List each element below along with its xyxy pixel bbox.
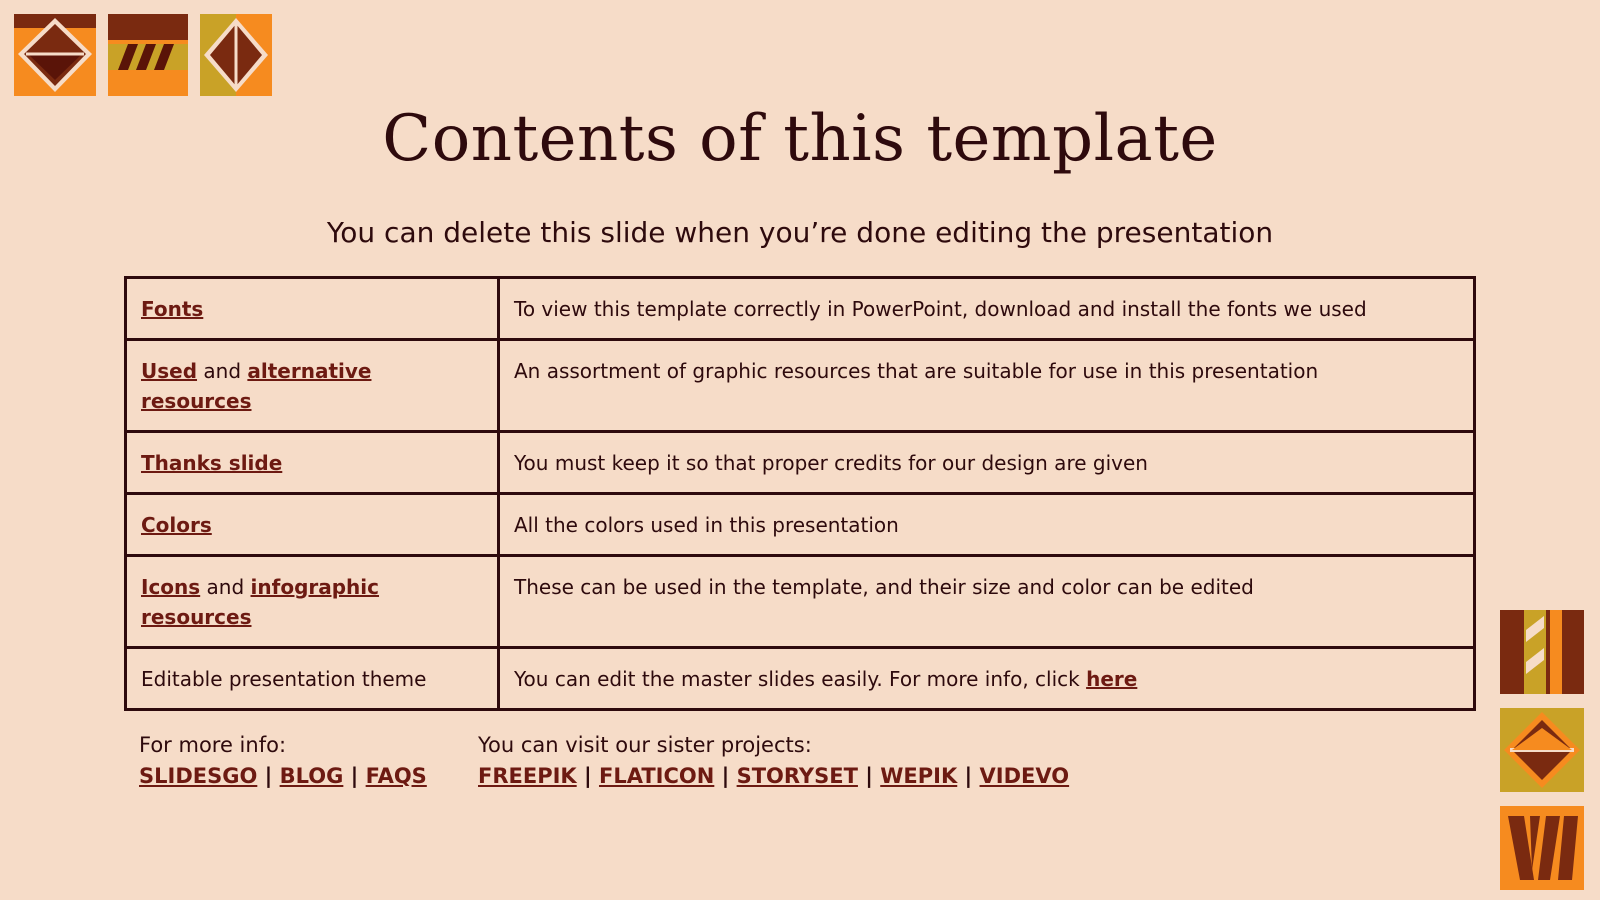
table-row: [126, 648, 1475, 710]
connector-text: and: [200, 575, 251, 599]
table-cell-key: [126, 278, 499, 340]
desc-text: You can edit the master slides easily. For more info, click: [514, 667, 1087, 691]
separator: |: [257, 764, 280, 788]
page-title: Contents of this template: [382, 102, 1218, 176]
table-cell-key: [126, 556, 499, 648]
table-cell-desc: An assortment of graphic resources that are suitable for use in this presentation: [499, 340, 1475, 432]
footer-sister: [478, 730, 1069, 792]
tribal-pattern-icon: [14, 14, 276, 98]
flaticon-link[interactable]: FLATICON: [598, 764, 715, 788]
separator: |: [576, 764, 599, 788]
wepik-link[interactable]: WEPIK: [880, 764, 958, 788]
table-cell-desc: [499, 648, 1475, 710]
sister-label: You can visit our sister projects:: [478, 733, 812, 757]
thanks-slide-link[interactable]: Thanks slide: [141, 451, 283, 475]
table-cell-key: [126, 340, 499, 432]
table-row: [126, 556, 1475, 648]
icons-link[interactable]: Icons: [141, 575, 201, 599]
here-link[interactable]: here: [1086, 667, 1138, 691]
tribal-pattern-icon: [1500, 610, 1586, 890]
table-cell-key: Editable presentation theme: [126, 648, 499, 710]
table-cell-desc: You must keep it so that proper credits for our design are given: [499, 432, 1475, 494]
table-cell-key: [126, 494, 499, 556]
blog-link[interactable]: BLOG: [279, 764, 344, 788]
page-subtitle: You can delete this slide when you’re done editing the presentation: [326, 216, 1274, 249]
footer-info: [139, 730, 427, 792]
table-row: [126, 278, 1475, 340]
connector-text: and: [197, 359, 248, 383]
alternative-resources-link[interactable]: alternative resources: [141, 359, 372, 413]
fonts-link[interactable]: Fonts: [141, 297, 204, 321]
contents-table: [124, 276, 1476, 711]
used-resources-link[interactable]: Used: [141, 359, 198, 383]
separator: |: [343, 764, 366, 788]
info-label: For more info:: [139, 733, 287, 757]
freepik-link[interactable]: FREEPIK: [478, 764, 577, 788]
videvo-link[interactable]: VIDEVO: [979, 764, 1070, 788]
faqs-link[interactable]: FAQS: [365, 764, 427, 788]
table-row: [126, 340, 1475, 432]
separator: |: [857, 764, 881, 788]
infographic-resources-link[interactable]: infographic resources: [141, 575, 380, 629]
sister-links: [478, 761, 1069, 792]
table-row: [126, 432, 1475, 494]
table-row: [126, 494, 1475, 556]
info-links: [139, 761, 427, 792]
storyset-link[interactable]: STORYSET: [736, 764, 858, 788]
table-cell-key: [126, 432, 499, 494]
table-cell-desc: These can be used in the template, and their size and color can be edited: [499, 556, 1475, 648]
separator: |: [957, 764, 980, 788]
slidesgo-link[interactable]: SLIDESGO: [139, 764, 258, 788]
colors-link[interactable]: Colors: [141, 513, 212, 537]
separator: |: [714, 764, 737, 788]
table-cell-desc: All the colors used in this presentation: [499, 494, 1475, 556]
table-cell-desc: To view this template correctly in PowerPoint, download and install the fonts we used: [499, 278, 1475, 340]
